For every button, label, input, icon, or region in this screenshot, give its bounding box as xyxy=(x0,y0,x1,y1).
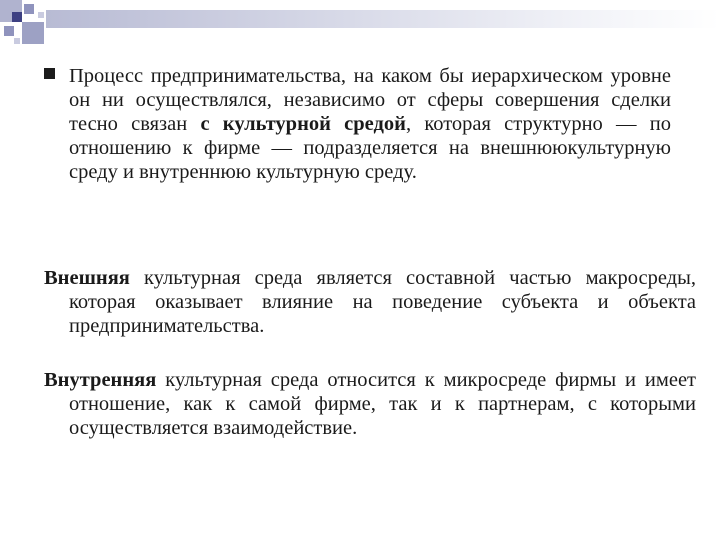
square-bullet-icon xyxy=(44,68,55,79)
paragraph-text: , которая структурно — по отношению к фирме — подразделяется на внешнююкультурную среду и внутреннюю культурную среду. xyxy=(69,113,671,183)
paragraph-bold: Внешняя xyxy=(44,267,130,289)
paragraph-text: Процесс предпринимательства, на каком бы иерархическом уровне он ни осуществлялся, независимо от сферы совершения сделки тесно связан xyxy=(69,65,671,135)
paragraph-bold: с культурной средой xyxy=(200,113,406,135)
paragraph-process xyxy=(69,64,671,184)
paragraph-text: культурная среда относится к микросреде фирмы и имеет отношение, как к самой фирме, так и к партнерам, с которыми осуществляется взаимодействие. xyxy=(69,369,696,439)
paragraph-internal xyxy=(44,368,696,440)
paragraph-external xyxy=(44,266,696,338)
paragraph-text: культурная среда является составной частью макросреды, которая оказывает влияние на поведение субъекта и объекта предпринимательства. xyxy=(69,267,696,337)
paragraph-bold: Внутренняя xyxy=(44,369,157,391)
